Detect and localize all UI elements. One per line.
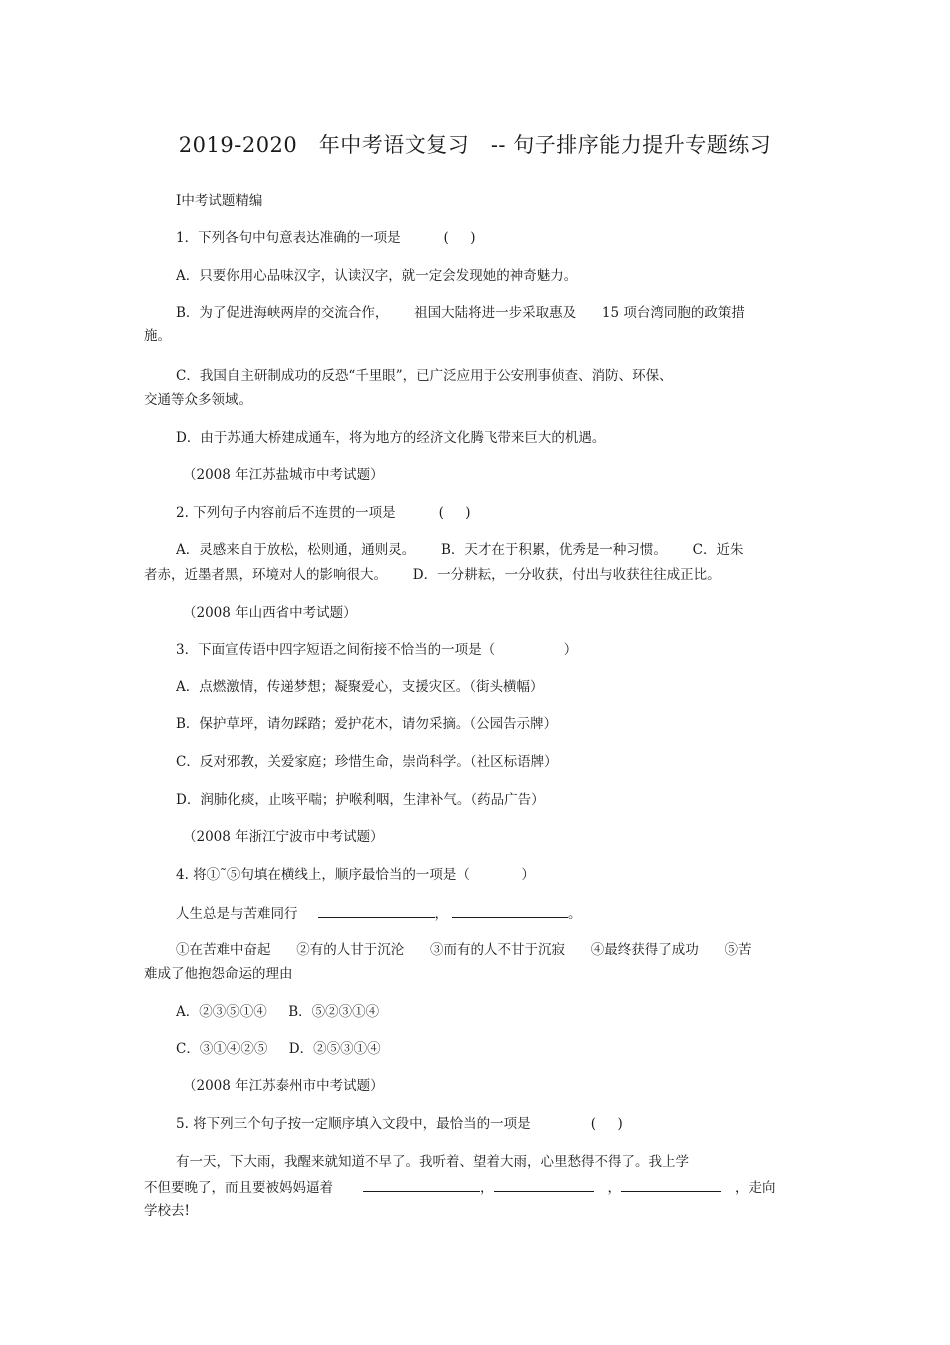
question-2-source: （2008 年山西省中考试题） — [183, 605, 357, 621]
question-3-option-b: B．保护草坪，请勿踩踏；爱护花木，请勿采摘。（公园告示牌） — [176, 716, 558, 732]
question-1-option-c: C．我国自主研制成功的反恐“千里眼”，已广泛应用于公安刑事侦查、消防、环保、 — [176, 368, 673, 384]
question-4-clauses-line1: ①在苦难中奋起 ②有的人甘于沉沦 ③而有的人不甘于沉寂 ④最终获得了成功 ⑤苦 — [176, 942, 752, 958]
comma: ， — [480, 1180, 494, 1196]
question-3-option-a: A．点燃激情，传递梦想；凝聚爱心，支援灾区。（街头横幅） — [176, 679, 544, 695]
question-4-sentence-start: 人生总是与苦难同行 — [176, 906, 298, 922]
question-5-passage-line3: 学校去! — [144, 1203, 190, 1219]
question-1-source: （2008 年江苏盐城市中考试题） — [183, 467, 384, 483]
question-4-clauses-line2: 难成了他抱怨命运的理由 — [144, 966, 293, 982]
question-3-option-d: D．润肺化痰，止咳平喘；护喉利咽，生津补气。（药品广告） — [176, 792, 545, 808]
question-2-options-line2: 者赤，近墨者黑，环境对人的影响很大。 D．一分耕耘，一分收获，付出与收获往往成正比。 — [144, 567, 721, 583]
question-1-option-c-cont: 交通等众多领域。 — [144, 392, 252, 408]
question-4-stem: 4. 将①˜⑤句填在横线上，顺序最恰当的一项是（ ） — [176, 867, 535, 883]
question-4-source: （2008 年江苏泰州市中考试题） — [183, 1078, 384, 1094]
page-title: 2019-2020 年中考语文复习 -- 句子排序能力提升专题练习 — [178, 133, 772, 157]
answer-blank-4[interactable] — [494, 1177, 594, 1192]
question-3-source: （2008 年浙江宁波市中考试题） — [183, 829, 384, 845]
question-5-passage-line2 — [144, 1177, 776, 1198]
comma: ， — [434, 906, 448, 922]
question-1-option-a: A．只要你用心品味汉字，认读汉字，就一定会发现她的神奇魅力。 — [176, 268, 578, 284]
question-3-option-c: C．反对邪教，关爱家庭；珍惜生命，崇尚科学。（社区标语牌） — [176, 754, 558, 770]
question-5-passage-line1: 有一天，下大雨，我醒来就知道不早了。我听着、望着大雨，心里愁得不得了。我上学 — [176, 1154, 689, 1170]
question-5-passage-start: 不但要晚了，而且要被妈妈逼着 — [144, 1180, 333, 1196]
answer-blank-2[interactable] — [452, 903, 568, 918]
question-4-sentence — [176, 903, 582, 924]
question-2-stem: 2. 下列句子内容前后不连贯的一项是 ( ) — [176, 505, 471, 521]
question-3-stem: 3．下面宣传语中四字短语之间衔接不恰当的一项是（ ） — [176, 642, 578, 658]
answer-blank-5[interactable] — [621, 1177, 721, 1192]
comma: ， — [607, 1180, 621, 1196]
answer-blank-1[interactable] — [318, 903, 435, 918]
question-2-options-line1: A．灵感来自于放松，松则通，通则灵。 B．天才在于积累，优秀是一种习惯。 C．近朱 — [176, 542, 744, 558]
question-1-stem: 1．下列各句中句意表达准确的一项是 ( ) — [176, 230, 476, 246]
question-1-option-b: B．为了促进海峡两岸的交流合作， 祖国大陆将进一步采取惠及 15 项台湾同胞的政策措 — [176, 305, 745, 321]
question-4-options-cd: C．③①④②⑤ D．②⑤③①④ — [176, 1041, 381, 1057]
question-5-stem: 5. 将下列三个句子按一定顺序填入文段中，最恰当的一项是 ( ) — [176, 1116, 623, 1132]
question-1-option-d: D．由于苏通大桥建成通车，将为地方的经济文化腾飞带来巨大的机遇。 — [176, 430, 606, 446]
answer-blank-3[interactable] — [363, 1177, 480, 1192]
question-1-option-b-cont: 施。 — [144, 328, 171, 344]
question-5-passage-end: ，走向 — [735, 1180, 776, 1196]
question-4-options-ab: A．②③⑤①④ B．⑤②③①④ — [176, 1004, 380, 1020]
section-heading: Ⅰ中考试题精编 — [176, 193, 263, 209]
period: 。 — [568, 906, 582, 922]
